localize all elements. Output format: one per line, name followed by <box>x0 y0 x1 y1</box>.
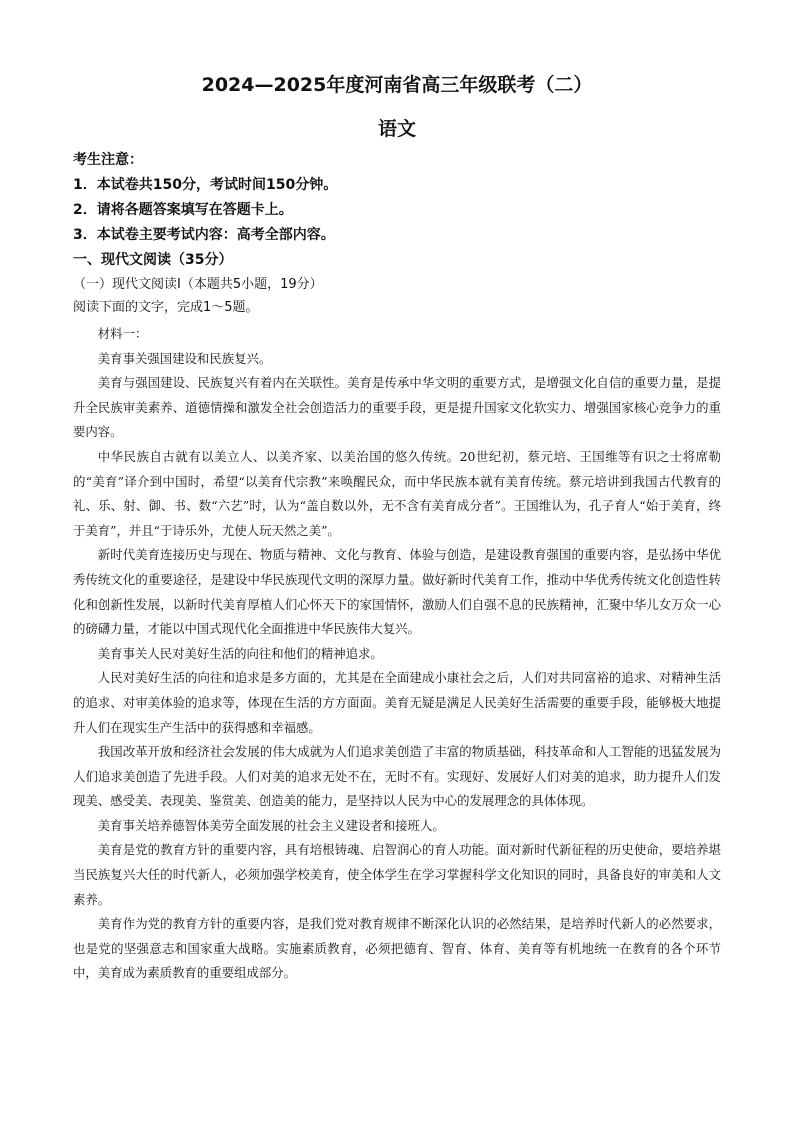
notes-heading: 考生注意： <box>73 152 143 168</box>
passage-paragraph: 美育事关人民对美好生活的向往和他们的精神追求。 <box>97 645 383 661</box>
passage-paragraph: 美育事关强国建设和民族复兴。 <box>97 350 272 366</box>
exam-title: 2024—2025年度河南省高三年级联考（二） <box>201 74 593 96</box>
exam-notes <box>73 148 733 319</box>
passage-paragraph: 美育与强国建设、民族复兴有着内在关联性。美育是传承中华文明的重要方式，是增强文化自信的重要力量，是提升全民族审美素养、道德情操和激发全社会创造活力的重要手段，更是提升国家文化软实力、增强国家核心竞争力的重要内容。 <box>73 375 721 440</box>
passage-paragraph: 中华民族自古就有以美立人、以美齐家、以美治国的悠久传统。20世纪初，蔡元培、王国维等有识之士将席勒的“美育”译介到中国时，希望“以美育代宗教”来唤醒民众，而中华民族本就有美育传统。蔡元培讲到我国古代教育的礼、乐、射、御、书、数“六艺”时，认为“盖自数以外，无不含有美育成分者”。王国维认为，孔子育人“始于美育，终于美育”，并且“于诗乐外，尤使人玩天然之美”。 <box>73 448 721 538</box>
subject-title: 语文 <box>377 118 416 140</box>
material-label: 材料一： <box>97 326 148 341</box>
passage-paragraph: 人民对美好生活的向往和追求是多方面的，尤其是在全面建成小康社会之后，人们对共同富裕的追求、对精神生活的追求、对审美体验的追求等，体现在生活的方方面面。美育无疑是满足人民美好生活需要的重要手段，能够极大地提升人们在现实生产生活中的获得感和幸福感。 <box>73 670 721 735</box>
note-item: 2．请将各题答案填写在答题卡上。 <box>73 202 293 218</box>
reading-instruction: 阅读下面的文字，完成1～5题。 <box>73 300 259 315</box>
passage-paragraph: 美育是党的教育方针的重要内容，具有培根铸魂、启智润心的育人功能。面对新时代新征程的历史使命，要培养堪当民族复兴大任的时代新人，必须加强学校美育，使全体学生在学习掌握科学文化知识的同时，具备良好的审美和人文素养。 <box>73 842 721 907</box>
section-heading: 一、现代文阅读（35分） <box>73 252 233 268</box>
reading-passage <box>73 322 721 986</box>
note-item: 1．本试卷共150分，考试时间150分钟。 <box>73 177 338 193</box>
passage-paragraph: 新时代美育连接历史与现在、物质与精神、文化与教育、体验与创造，是建设教育强国的重要内容，是弘扬中华优秀传统文化的重要途径，是建设中华民族现代文明的深厚力量。做好新时代美育工作，推动中华优秀传统文化创造性转化和创新性发展，以新时代美育厚植人们心怀天下的家国情怀，激励人们自强不息的民族精神，汇聚中华儿女万众一心的磅礴力量，才能以中国式现代化全面推进中华民族伟大复兴。 <box>73 547 721 637</box>
note-item: 3．本试卷主要考试内容：高考全部内容。 <box>73 227 335 243</box>
passage-paragraph: 美育作为党的教育方针的重要内容，是我们党对教育规律不断深化认识的必然结果，是培养时代新人的必然要求，也是党的坚强意志和国家重大战略。实施素质教育，必须把德育、智育、体育、美育等有机地统一在教育的各个环节中，美育成为素质教育的重要组成部分。 <box>73 916 721 981</box>
passage-paragraph: 美育事关培养德智体美劳全面发展的社会主义建设者和接班人。 <box>97 817 445 833</box>
passage-paragraph: 我国改革开放和经济社会发展的伟大成就为人们追求美创造了丰富的物质基础，科技革命和人工智能的迅猛发展为人们追求美创造了先进手段。人们对美的追求无处不在，无时不有。实现好、发展好人们对美的追求，助力提升人们发现美、感受美、表现美、鉴赏美、创造美的能力，是坚持以人民为中心的发展理念的具体体现。 <box>73 744 721 809</box>
part-heading: （一）现代文阅读Ⅰ（本题共5小题，19分） <box>73 277 323 292</box>
